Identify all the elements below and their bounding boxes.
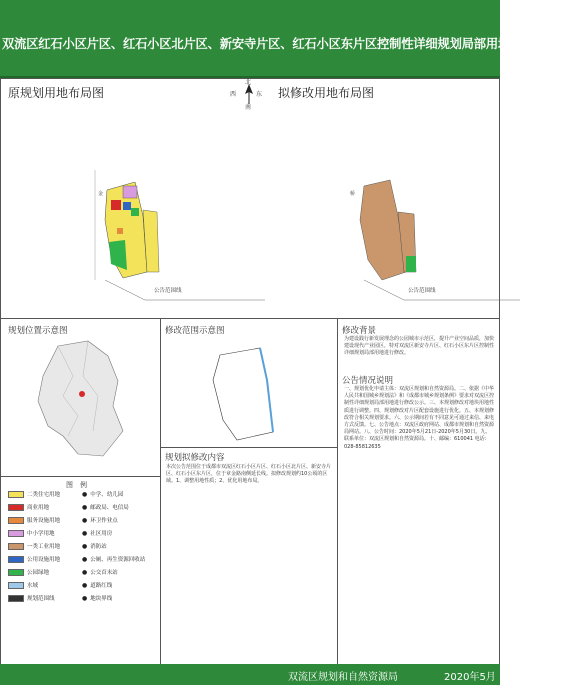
legend-symbol	[82, 555, 145, 563]
legend-label: 公园绿地	[27, 570, 50, 576]
page-title: 双流区红石小区片区、红石小区北片区、新安寺片区、红石小区东片区控制性详细规划局部用地修改方案公告	[2, 37, 583, 51]
legend-swatch	[8, 543, 24, 550]
legend-symbol-label: 中学、幼儿园	[90, 492, 124, 498]
content-text: 本次公告范围位于成都市双流区红石小区片区、红石小区北片区、新安寺片区、红石小区东片区，位于章金路南侧延长线。拟修改规划约10公顷的区域。1、调整用地性质；2、优化用地布局。	[166, 464, 332, 485]
legend-symbol-icon: ●	[82, 529, 88, 537]
revised-plan-title: 拟修改用地布局图	[278, 86, 375, 100]
legend-symbol-label: 邮政局、电信局	[90, 505, 129, 511]
scope-map	[165, 340, 335, 450]
background-title: 修改背景	[342, 326, 377, 336]
legend-swatch	[8, 582, 24, 589]
divider-legend	[0, 476, 160, 477]
legend-item	[8, 529, 55, 537]
divider-v1	[160, 318, 161, 664]
legend-symbol-label: 消防站	[90, 544, 107, 550]
content-title: 规划拟修改内容	[165, 453, 225, 463]
legend-symbol-icon: ●	[82, 581, 88, 589]
legend-symbol	[82, 516, 118, 524]
legend-swatch	[8, 504, 24, 511]
legend-symbol	[82, 490, 123, 498]
legend-item	[8, 516, 60, 524]
legend-symbol-label: 社区用房	[90, 531, 113, 537]
compass-south: 南	[245, 104, 252, 111]
original-plan-map	[65, 160, 265, 340]
notice-text: 一、规划优化申请主体：双流区规划和自然资源局。二、依据《中华人民共和国城乡规划法》和《成都市城乡规划条例》要求对双流区控制性详细规划局部用地进行修改公示。三、本规划修改对地块用地性质进行调整。四、规划修改对片区配套设施进行优化。五、本规划修改符合相关规划要求。六、公示期间若有不同意见可通过来信、来电方式反馈。七、公告地点：双流区政府网站、成都市规划和自然资源局网站。八、公告时间：2020年5月21日-2020年5月30日。九、联系单位：双流区规划和自然资源局。十、邮编：610041 电话：028-85812635	[344, 386, 495, 450]
legend-label: 商业用地	[27, 505, 50, 511]
legend-label: 服务设施用地	[27, 518, 61, 524]
legend-item	[8, 503, 49, 511]
legend-swatch	[8, 530, 24, 537]
scope-title: 修改范围示意图	[165, 326, 225, 336]
legend-symbol-label: 公厕、再生资源回收站	[90, 557, 146, 563]
compass-north: 北	[245, 79, 252, 86]
header-banner	[0, 0, 583, 78]
location-map	[18, 336, 158, 466]
legend-swatch	[8, 595, 24, 602]
footer-date: 2020年5月	[444, 672, 496, 683]
legend-symbol-icon: ●	[82, 516, 88, 524]
compass-east: 东	[256, 91, 263, 98]
legend-item	[8, 568, 49, 576]
legend-symbol-label: 环卫作业点	[90, 518, 118, 524]
legend-item	[8, 490, 60, 498]
legend-symbol-icon: ●	[82, 594, 88, 602]
legend-label: 水域	[27, 583, 39, 589]
legend-symbol	[82, 542, 107, 550]
revised-plan-map	[320, 160, 520, 340]
legend-label: 公用设施用地	[27, 557, 61, 563]
divider-v2	[337, 318, 338, 664]
legend-label: 规划范围线	[27, 596, 55, 602]
legend-item	[8, 581, 38, 589]
legend-symbol	[82, 568, 118, 576]
legend-label: 二类住宅用地	[27, 492, 61, 498]
north-arrow-icon	[243, 84, 255, 110]
legend-item	[8, 542, 60, 550]
legend-symbol	[82, 581, 112, 589]
footer-org: 双流区规划和自然资源局	[288, 672, 398, 683]
legend-swatch	[8, 556, 24, 563]
divider-content	[160, 447, 337, 448]
legend-title: 图 例	[66, 481, 87, 489]
legend-symbol-label: 道路红线	[90, 583, 113, 589]
background-text: 为建设践行新发展理念的公园城市示范区，提升产业空间品质，加快建设现代产业园区，特对双流区新安寺片区、红石小区东片区控制性详细规划局部用地进行修改。	[344, 336, 495, 357]
divider-mid	[0, 318, 500, 319]
boundary-label-original: 公告范围线	[154, 288, 182, 294]
legend-item	[8, 555, 60, 563]
legend-symbol	[82, 503, 129, 511]
legend-symbol-icon: ●	[82, 490, 88, 498]
legend-swatch	[8, 491, 24, 498]
footer-banner	[0, 664, 500, 685]
boundary-label-revised: 公告范围线	[408, 288, 436, 294]
legend-item	[8, 594, 55, 602]
legend-symbol-label: 公交首末站	[90, 570, 118, 576]
compass-west: 西	[230, 91, 237, 98]
legend-label: 中小学用地	[27, 531, 55, 537]
notice-title: 公告情况说明	[342, 376, 394, 386]
legend-symbol-icon: ●	[82, 542, 88, 550]
road-label-1: 金	[98, 191, 104, 197]
legend-symbol-icon: ●	[82, 555, 88, 563]
legend-symbol-icon: ●	[82, 568, 88, 576]
legend-swatch	[8, 517, 24, 524]
legend-symbol	[82, 529, 112, 537]
legend-label: 一类工业用地	[27, 544, 61, 550]
legend-symbol	[82, 594, 112, 602]
legend-symbol-icon: ●	[82, 503, 88, 511]
road-label-2: 桥	[350, 191, 356, 197]
location-title: 规划位置示意图	[8, 326, 68, 336]
original-plan-title: 原规划用地布局图	[8, 86, 105, 100]
legend-swatch	[8, 569, 24, 576]
legend-symbol-label: 地块界线	[90, 596, 113, 602]
